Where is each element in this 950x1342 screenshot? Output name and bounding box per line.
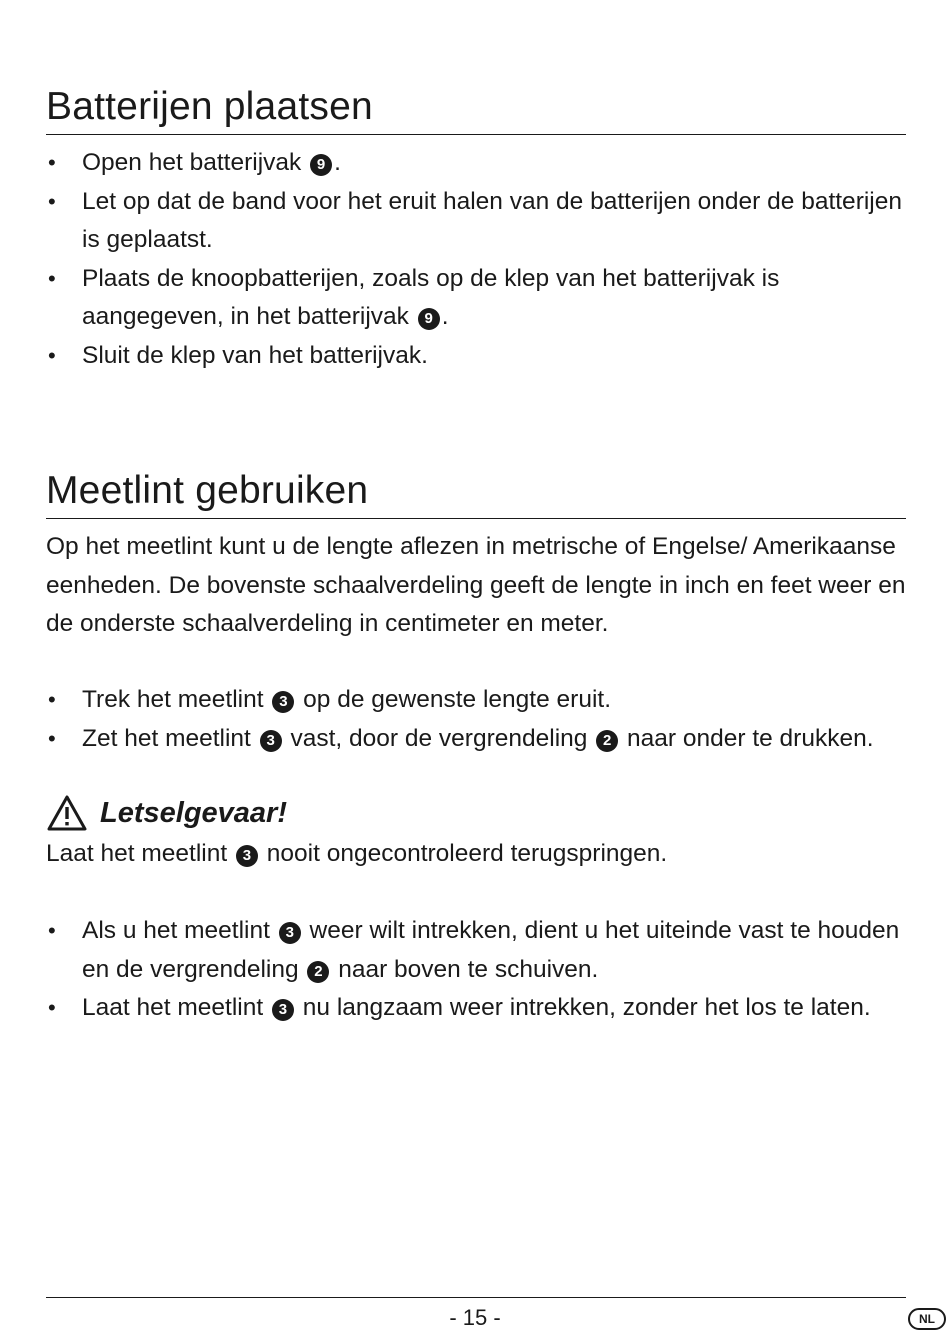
reference-number-badge: 9	[418, 308, 440, 330]
battery-instructions-list	[46, 144, 906, 375]
list-item: • Open het batterijvak 9 .	[46, 144, 906, 183]
warning-block	[46, 793, 287, 833]
usage-instructions-list	[46, 681, 906, 758]
reference-number-badge: 3	[260, 730, 282, 752]
reference-number-badge: 2	[596, 730, 618, 752]
intro-paragraph: Op het meetlint kunt u de lengte aflezen in metrische of Engelse/ Amerikaanse eenheden. De bovenste schaalverdeling geeft de lengte in inch en feet weer en de onderste schaalverdeling in centimeter en meter.	[46, 533, 906, 637]
list-item: • Laat het meetlint 3 nu langzaam weer intrekken, zonder het los te laten.	[46, 989, 906, 1028]
bullet-icon: •	[48, 918, 56, 943]
warning-text: Laat het meetlint 3 nooit ongecontroleerd terugspringen.	[46, 840, 668, 867]
reference-number-badge: 3	[272, 999, 294, 1021]
bullet-icon: •	[48, 687, 56, 712]
section-heading-meetlint: Meetlint gebruiken	[46, 468, 906, 519]
bullet-icon: •	[48, 150, 56, 175]
warning-title: Letselgevaar!	[100, 797, 287, 829]
bullet-icon: •	[48, 188, 56, 214]
footer-divider	[46, 1297, 906, 1298]
bullet-icon: •	[48, 995, 56, 1020]
section-heading-batterijen: Batterijen plaatsen	[46, 84, 906, 135]
list-item: • Sluit de klep van het batterijvak.	[46, 337, 906, 376]
list-item: • Trek het meetlint 3 op de gewenste lengte eruit.	[46, 681, 906, 720]
list-item: • Als u het meetlint 3 weer wilt intrekken, dient u het uiteinde vast te houden en de vergrendeling 2 naar boven te schuiven.	[46, 912, 906, 989]
reference-number-badge: 2	[307, 961, 329, 983]
page-number: - 15 -	[449, 1305, 501, 1330]
bullet-icon: •	[48, 342, 56, 368]
bullet-icon: •	[48, 725, 56, 751]
reference-number-badge: 3	[236, 845, 258, 867]
reference-number-badge: 9	[310, 154, 332, 176]
retract-instructions-list	[46, 912, 906, 1028]
list-item: • Let op dat de band voor het eruit halen van de batterijen onder de batterijen is geplaatst.	[46, 183, 906, 260]
list-item: • Plaats de knoopbatterijen, zoals op de klep van het batterijvak is aangegeven, in het batterijvak 9 .	[46, 260, 906, 337]
reference-number-badge: 3	[279, 922, 301, 944]
bullet-icon: •	[48, 265, 56, 291]
warning-triangle-icon	[46, 794, 88, 832]
list-item: • Zet het meetlint 3 vast, door de vergrendeling 2 naar onder te drukken.	[46, 720, 906, 759]
reference-number-badge: 3	[272, 691, 294, 713]
language-badge: NL	[908, 1308, 946, 1330]
